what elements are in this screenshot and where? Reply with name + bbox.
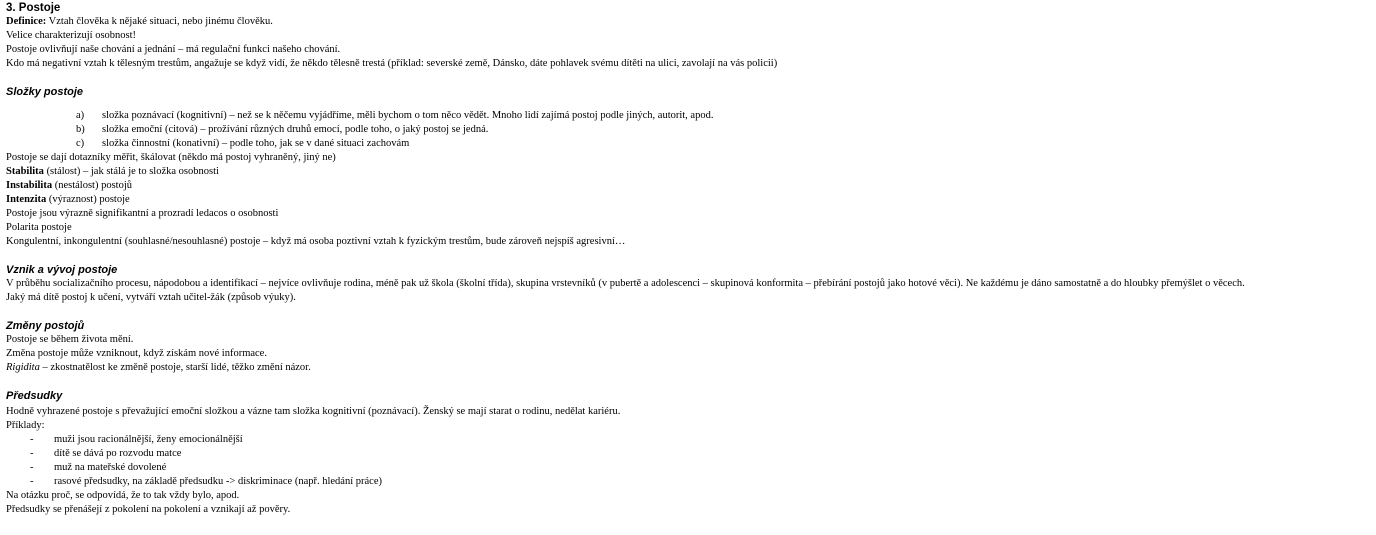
rigidita-text: – zkostnatělost ke změně postoje, starší lidé, těžko změní názor.: [39, 362, 311, 373]
zmeny-line: Postoje se během života mění.: [6, 334, 134, 345]
intenzita-text: (výraznost) postoje: [46, 194, 130, 205]
list-marker: a): [76, 110, 85, 121]
list-item-text: složka poznávací (kognitivní) – než se k něčemu vyjádříme, měli bychom o tom něco vědět. Mnoho lidí zajímá postoj podle jiných, autorit, apod.: [102, 110, 714, 121]
heading-slozky: Složky postoje: [6, 86, 84, 98]
list-item: [6, 461, 1370, 475]
definition-label: Definice:: [6, 16, 47, 27]
stabilita-line: [6, 165, 1370, 179]
examples-label: Příklady:: [6, 420, 45, 431]
instabilita-label: Instabilita: [6, 180, 53, 191]
spacer: [6, 71, 1370, 85]
list-item: [6, 433, 1370, 447]
definition-text: Vztah člověka k nějaké situaci, nebo jinému člověku.: [46, 16, 273, 27]
bullet-marker: -: [30, 434, 34, 445]
list-item: [6, 137, 1370, 151]
bullet-marker: -: [30, 476, 34, 487]
spacer: [6, 305, 1370, 319]
intenzita-label: Intenzita: [6, 194, 47, 205]
stabilita-text: (stálost) – jak stálá je to složka osobnosti: [43, 166, 219, 177]
closing-line: Předsudky se přenášejí z pokolení na pokolení a vznikají až pověry.: [6, 504, 291, 515]
list-item-text: složka činnostní (konativní) – podle toho, jak se v dané situaci zachovám: [102, 138, 410, 149]
rigidita-line: [6, 361, 1370, 375]
spacer: [6, 249, 1370, 263]
closing-line: Na otázku proč, se odpovídá, že to tak vždy bylo, apod.: [6, 490, 240, 501]
list-marker: c): [76, 138, 85, 149]
stabilita-label: Stabilita: [6, 166, 44, 177]
spacer: [6, 99, 1370, 109]
kongulentni-line: Kongulentní, inkongulentní (souhlasné/nesouhlasné) postoje – když má osoba poztivní vztah k fyzickým trestům, bude zároveň nejspíš agresivní…: [6, 236, 626, 247]
spacer: [6, 375, 1370, 389]
list-marker: b): [76, 124, 85, 135]
instabilita-line: [6, 179, 1370, 193]
bullet-marker: -: [30, 462, 34, 473]
list-item-text: muži jsou racionálnější, ženy emocionálnější: [54, 434, 243, 445]
heading-zmeny: Změny postojů: [6, 320, 85, 332]
list-item-text: rasové předsudky, na základě předsudku -> diskriminace (např. hledání práce): [54, 476, 382, 487]
list-item-text: složka emoční (citová) – prožívání různých druhů emocí, podle toho, o jaký postoj se jedná.: [102, 124, 489, 135]
zmeny-line: Změna postoje může vzniknout, když získám nové informace.: [6, 348, 267, 359]
definition-line: [6, 15, 1370, 29]
heading-predsudky: Předsudky: [6, 390, 63, 402]
vznik-line: Jaký má dítě postoj k učení, vytváří vztah učitel-žák (způsob výuky).: [6, 292, 296, 303]
heading-vznik: Vznik a vývoj postoje: [6, 264, 118, 276]
section-title: 3. Postoje: [6, 2, 61, 14]
list-item: [6, 475, 1370, 489]
intro-line: Velice charakterizují osobnost!: [6, 30, 137, 41]
intro-line: Kdo má negativní vztah k tělesným trestům, angažuje se když vidí, že někdo tělesně trestá (příklad: severské země, Dánsko, dáte pohlavek svému dítěti na ulici, zavolají na vás policii): [6, 58, 778, 69]
list-item: [6, 123, 1370, 137]
bullet-marker: -: [30, 448, 34, 459]
intro-line: Postoje ovlivňují naše chování a jednání – má regulační funkci našeho chování.: [6, 44, 341, 55]
intenzita-line: [6, 193, 1370, 207]
list-item-text: dítě se dává po rozvodu matce: [54, 448, 182, 459]
polarita-line: Polarita postoje: [6, 222, 72, 233]
list-item: [6, 109, 1370, 123]
significance-line: Postoje jsou výrazně signifikantní a prozradí ledacos o osobnosti: [6, 208, 279, 219]
list-item: [6, 447, 1370, 461]
vznik-line: V průběhu socializačního procesu, nápodobou a identifikací – nejvíce ovlivňuje rodina, méně pak už škola (školní třída), skupina vrstevníků (v pubertě a adolescenci – skupinová konformita – přebírání postojů jako hotové věci). Ne každému je dáno samostatně a do hloubky přemýšlet o věcech.: [6, 278, 1245, 289]
predsudky-line: Hodně vyhrazené postoje s převažující emoční složkou a vázne tam složka kognitivní (poznávací). Ženský se mají starat o rodinu, nedělat kariéru.: [6, 406, 621, 417]
measure-line: Postoje se dají dotazníky měřit, škálovat (někdo má postoj vyhraněný, jiný ne): [6, 152, 336, 163]
instabilita-text: (nestálost) postojů: [52, 180, 133, 191]
list-item-text: muž na mateřské dovolené: [54, 462, 167, 473]
rigidita-label: Rigidita: [6, 362, 40, 373]
